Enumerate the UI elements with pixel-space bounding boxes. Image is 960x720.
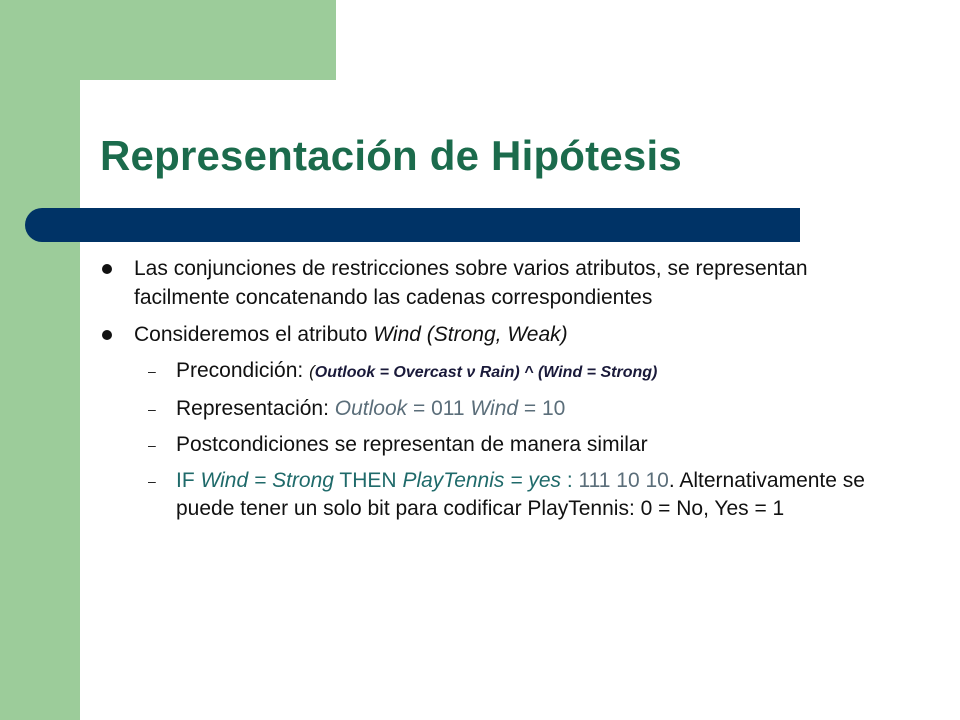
representacion-outlook: Outlook	[334, 397, 408, 420]
bits: 111 10 10	[578, 469, 669, 492]
dash-icon: –	[148, 363, 156, 379]
representacion-label: Representación:	[176, 397, 335, 420]
sub-precondicion	[100, 357, 900, 387]
if-then-rest: . Alternativamente se puede tener un solo bit para codificar PlayTennis: 0 = No, Yes = 1	[176, 469, 865, 520]
slide-content	[100, 254, 900, 531]
green-top-block	[0, 0, 336, 80]
representacion-outlook-val: = 011	[407, 397, 471, 420]
colon: :	[561, 469, 579, 492]
representacion-wind: Wind	[470, 397, 519, 420]
dash-icon: –	[148, 401, 156, 417]
slide-title: Representación de Hipótesis	[100, 132, 682, 179]
then-keyword: THEN	[333, 469, 403, 492]
dash-icon: –	[148, 437, 156, 453]
precondicion-expr-a: Outlook = Overcast	[314, 364, 467, 381]
sub-if-then	[100, 467, 900, 523]
bullet-dot-icon	[102, 264, 112, 274]
precondicion-paren: (	[309, 362, 315, 381]
then-playtennis: PlayTennis = yes	[402, 469, 562, 492]
or-symbol: ν	[466, 364, 476, 381]
if-keyword: IF	[176, 469, 201, 492]
bullet-italic: Wind (Strong, Weak)	[373, 323, 568, 346]
green-side-bar	[0, 0, 80, 720]
if-wind: Wind = Strong	[200, 469, 334, 492]
bullet-prefix: Consideremos el atributo	[134, 323, 374, 346]
bullet-text: Las conjunciones de restricciones sobre varios atributos, se representan facilmente concatenando las cadenas correspondientes	[134, 257, 808, 309]
precondicion-label: Precondición:	[176, 359, 310, 382]
title-underline-bar	[25, 208, 800, 242]
postcondiciones-text: Postcondiciones se representan de manera similar	[176, 433, 648, 456]
bullet-dot-icon	[102, 330, 112, 340]
precondicion-expr-b: Rain) ^ (Wind = Strong)	[475, 364, 658, 381]
representacion-wind-val: = 10	[518, 397, 566, 420]
sub-postcondiciones	[100, 431, 900, 459]
bullet-conjunciones	[100, 254, 900, 312]
sub-representacion	[100, 395, 900, 423]
bullet-consideremos	[100, 320, 900, 349]
dash-icon: –	[148, 473, 156, 489]
